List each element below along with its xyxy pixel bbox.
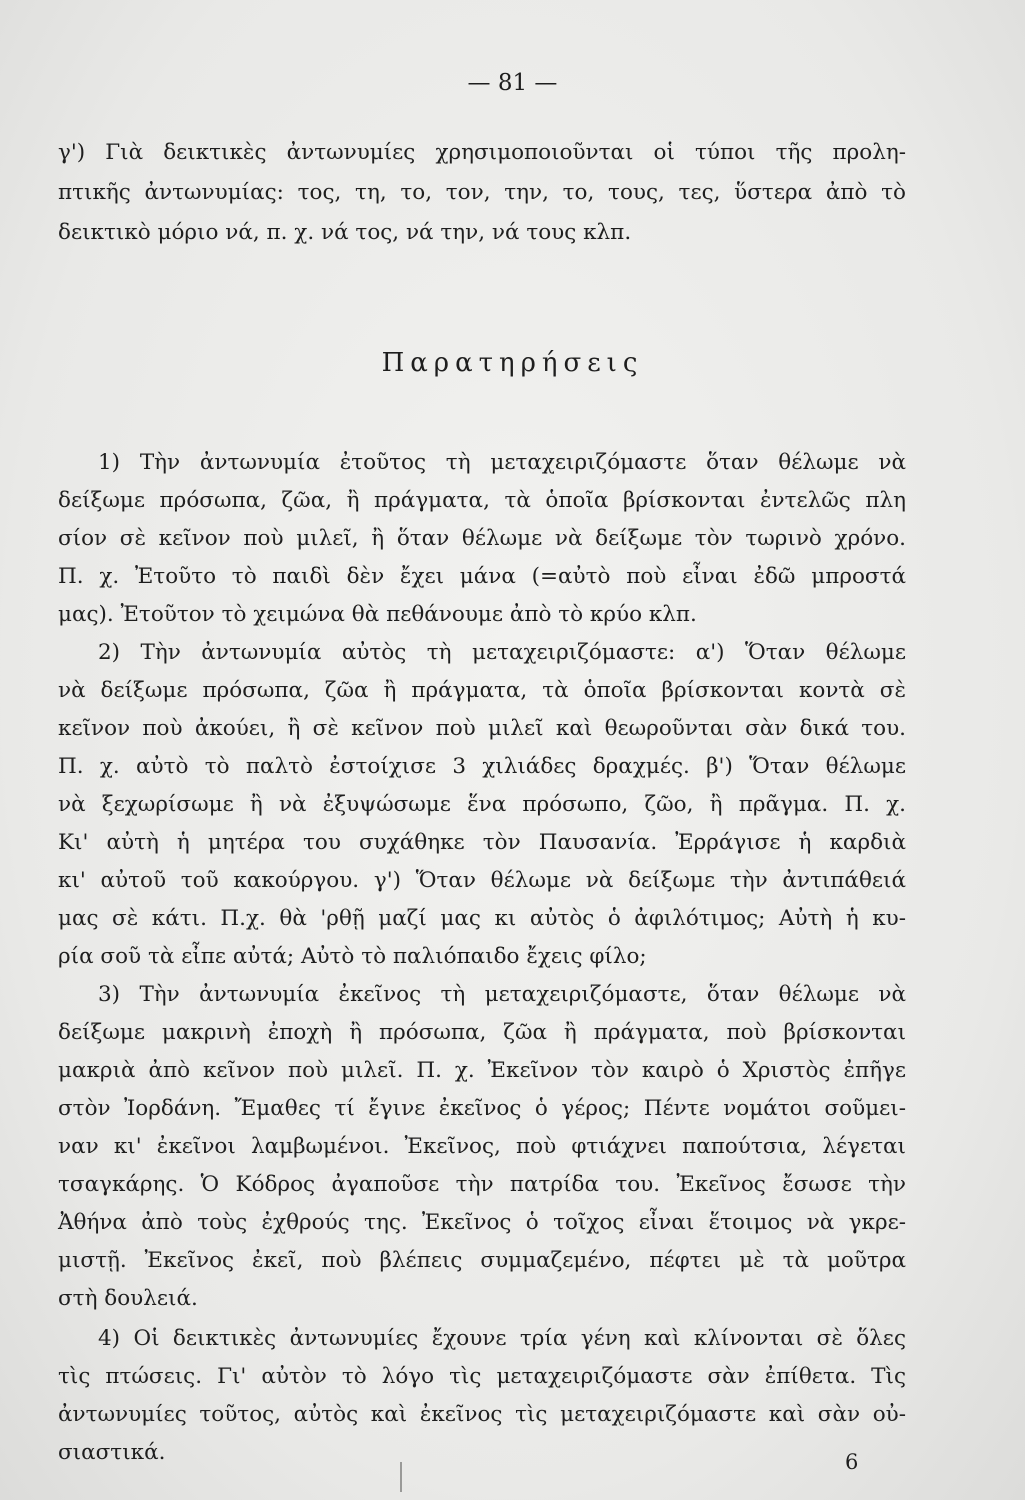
text-line: ρία σοῦ τὰ εἶπε αὐτά; Αὐτὸ τὸ παλιόπαιδο ἔχεις φίλο; [58, 944, 647, 969]
text-line: στὸν Ἰορδάνη. Ἔμαθες τί ἔγινε ἐκεῖνος ὁ γέρος; Πέντε νομάτοι σοῦμει- [58, 1096, 906, 1121]
text-line: τσαγκάρης. Ὁ Κόδρος ἀγαποῦσε τὴν πατρίδα του. Ἐκεῖνος ἔσωσε τὴν [58, 1172, 906, 1197]
text-line: 3) Τὴν ἀντωνυμία ἐκεῖνος τὴ μεταχειριζόμαστε, ὅταν θέλωμε νὰ [98, 982, 906, 1007]
section-heading: Παρατηρήσεις [381, 348, 644, 378]
text-line: νὰ ξεχωρίσωμε ἢ νὰ ἐξυψώσωμε ἕνα πρόσωπο, ζῶο, ἢ πρᾶγμα. Π. χ. [58, 792, 906, 817]
text-line: μακριὰ ἀπὸ κεῖνον ποὺ μιλεῖ. Π. χ. Ἐκεῖνον τὸν καιρὸ ὁ Χριστὸς ἐπῆγε [58, 1058, 906, 1083]
text-line: πτικῆς ἀντωνυμίας: τος, τη, το, τον, την, το, τους, τες, ὕστερα ἀπὸ τὸ [58, 180, 906, 205]
text-line: τὶς πτώσεις. Γι' αὐτὸν τὸ λόγο τὶς μεταχειριζόμαστε σὰν ἐπίθετα. Τὶς [58, 1364, 906, 1389]
text-line: 1) Τὴν ἀντωνυμία ἐτοῦτος τὴ μεταχειριζόμαστε ὅταν θέλωμε νὰ [98, 450, 906, 475]
text-line: σιαστικά. [58, 1440, 166, 1465]
text-line: Π. χ. Ἐτοῦτο τὸ παιδὶ δὲν ἔχει μάνα (=αὐτὸ ποὺ εἶναι ἐδῶ μπροστά [58, 564, 906, 589]
text-line: Κι' αὐτὴ ἡ μητέρα του συχάθηκε τὸν Παυσανία. Ἐρράγισε ἡ καρδιὰ [58, 830, 906, 855]
text-line: μιστῇ. Ἐκεῖνος ἐκεῖ, ποὺ βλέπεις συμμαζεμένο, πέφτει μὲ τὰ μοῦτρα [58, 1248, 906, 1273]
page-number: — 81 — [467, 70, 558, 96]
text-line: γ') Γιὰ δεικτικὲς ἀντωνυμίες χρησιμοποιοῦνται οἱ τύποι τῆς προλη- [58, 140, 906, 165]
text-line: Π. χ. αὐτὸ τὸ παλτὸ ἐστοίχισε 3 χιλιάδες δραχμές. β') Ὅταν θέλωμε [58, 754, 906, 779]
text-line: ἀντωνυμίες τοῦτος, αὐτὸς καὶ ἐκεῖνος τὶς μεταχειριζόμαστε καὶ σὰν οὐ- [58, 1402, 906, 1427]
signature-mark: 6 [845, 1450, 859, 1474]
text-line: ναν κι' ἐκεῖνοι λαμβωμένοι. Ἐκεῖνος, ποὺ φτιάχνει παπούτσια, λέγεται [58, 1134, 906, 1159]
text-line: Ἀθήνα ἀπὸ τοὺς ἐχθρούς της. Ἐκεῖνος ὁ τοῖχος εἶναι ἕτοιμος νὰ γκρε- [58, 1210, 906, 1235]
text-line: δείξωμε μακρινὴ ἐποχὴ ἢ πρόσωπα, ζῶα ἢ πράγματα, ποὺ βρίσκονται [58, 1020, 906, 1045]
text-line: δείξωμε πρόσωπα, ζῶα, ἢ πράγματα, τὰ ὁποῖα βρίσκονται ἐντελῶς πλη [58, 488, 906, 513]
print-mark [400, 1462, 402, 1492]
text-line: 4) Οἱ δεικτικὲς ἀντωνυμίες ἔχουνε τρία γένη καὶ κλίνονται σὲ ὅλες [98, 1326, 906, 1351]
text-line: μας σὲ κάτι. Π.χ. θὰ 'ρθῇ μαζί μας κι αὐτὸς ὁ ἀφιλότιμος; Αὐτὴ ἡ κυ- [58, 906, 906, 931]
text-line: κεῖνον ποὺ ἀκούει, ἢ σὲ κεῖνον ποὺ μιλεῖ καὶ θεωροῦνται σὰν δικά του. [58, 716, 906, 741]
text-line: 2) Τὴν ἀντωνυμία αὐτὸς τὴ μεταχειριζόμαστε: α') Ὅταν θέλωμε [98, 640, 906, 665]
text-line: μας). Ἐτοῦτον τὸ χειμώνα θὰ πεθάνουμε ἀπὸ τὸ κρύο κλπ. [58, 602, 697, 627]
text-line: στὴ δουλειά. [58, 1286, 198, 1311]
text-line: νὰ δείξωμε πρόσωπα, ζῶα ἢ πράγματα, τὰ ὁποῖα βρίσκονται κοντὰ σὲ [58, 678, 906, 703]
text-line: κι' αὐτοῦ τοῦ κακούργου. γ') Ὅταν θέλωμε νὰ δείξωμε τὴν ἀντιπάθειά [58, 868, 906, 893]
text-line: σίον σὲ κεῖνον ποὺ μιλεῖ, ἢ ὅταν θέλωμε νὰ δείξωμε τὸν τωρινὸ χρόνο. [58, 526, 906, 551]
text-line: δεικτικὸ μόριο νά, π. χ. νά τος, νά την, νά τους κλπ. [58, 220, 632, 245]
